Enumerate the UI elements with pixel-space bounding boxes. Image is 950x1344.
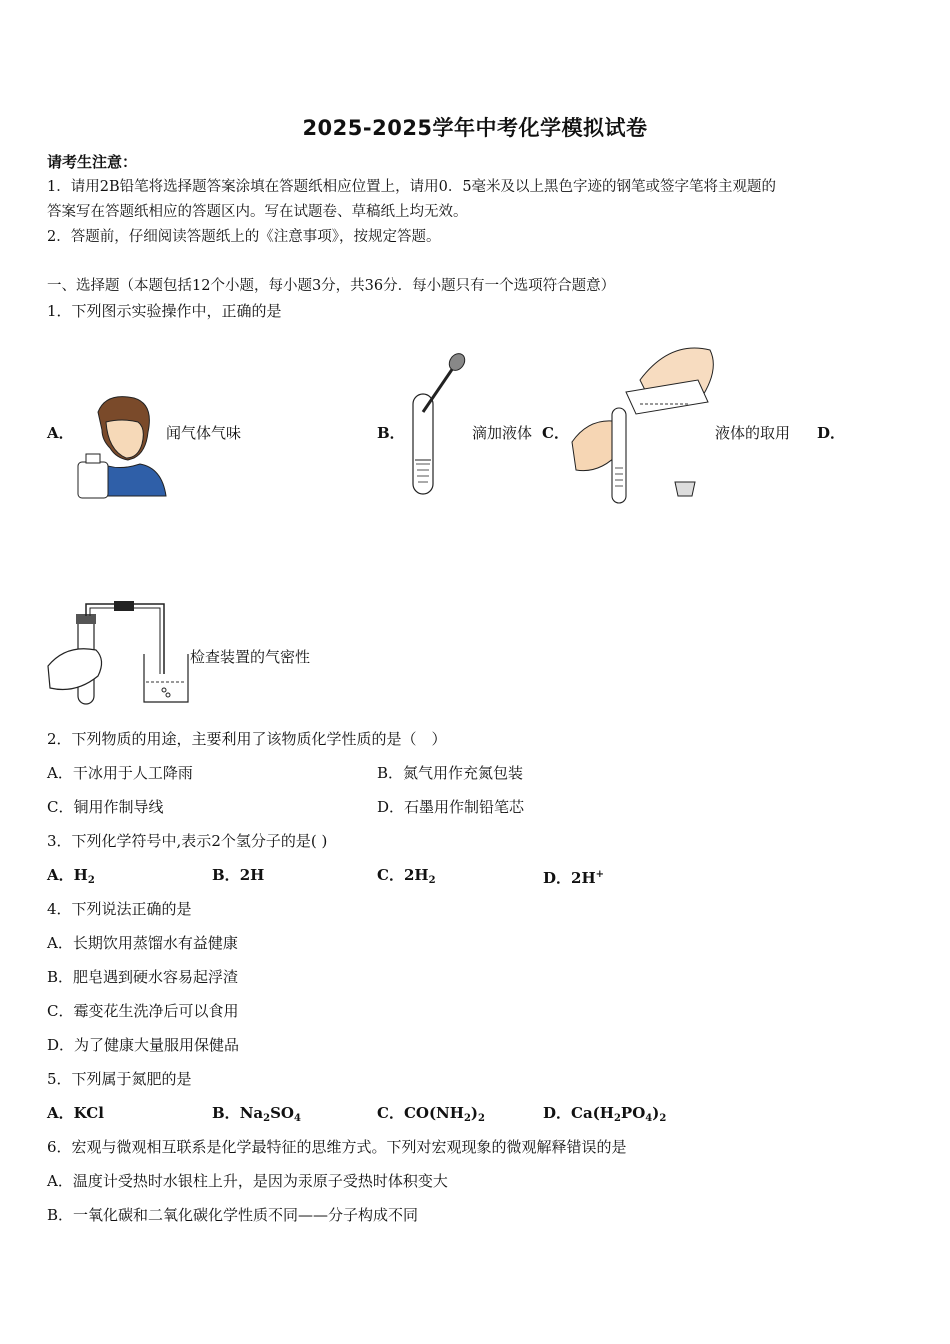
smelling-gas-illustration — [76, 392, 168, 502]
q1-option-a-letter: A． — [47, 424, 74, 442]
q4-option-c: C．霉变花生洗净后可以食用 — [47, 1002, 239, 1020]
q2-stem: 2．下列物质的用途，主要利用了该物质化学性质的是（ ） — [47, 730, 447, 748]
q1-option-d-letter: D． — [817, 424, 846, 442]
notice-item-2: 2．答题前，仔细阅读答题纸上的《注意事项》，按规定答题。 — [47, 229, 441, 245]
q2-option-a: A．干冰用于人工降雨 — [47, 764, 193, 782]
q6-option-b: B．一氧化碳和二氧化碳化学性质不同——分子构成不同 — [47, 1206, 419, 1224]
q1-option-b-letter: B． — [377, 424, 405, 442]
q2-option-b: B．氮气用作充氮包装 — [377, 764, 524, 782]
q3-stem: 3．下列化学符号中,表示2个氢分子的是( ) — [47, 832, 328, 850]
q1-option-c-text: 液体的取用 — [715, 424, 791, 442]
q2-option-c: C．铜用作制导线 — [47, 798, 164, 816]
page-title: 2025-2025学年中考化学模拟试卷 — [302, 116, 648, 140]
q5-option-a: A．KCl — [47, 1104, 104, 1122]
q4-stem: 4．下列说法正确的是 — [47, 900, 192, 918]
q1-option-d-text: 检查装置的气密性 — [190, 648, 311, 666]
q1-stem: 1．下列图示实验操作中，正确的是 — [47, 302, 282, 320]
q3-option-c: C．$2H_2$ — [377, 866, 436, 886]
notice-heading: 请考生注意： — [47, 153, 138, 171]
q5-option-c: C．$CO(NH_2)_2$ — [377, 1104, 485, 1124]
pouring-liquid-illustration — [570, 340, 720, 505]
q4-option-d: D．为了健康大量服用保健品 — [47, 1036, 240, 1054]
q6-stem: 6．宏观与微观相互联系是化学最特征的思维方式。下列对宏观现象的微观解释错误的是 — [47, 1138, 627, 1156]
q6-option-a: A．温度计受热时水银柱上升，是因为汞原子受热时体积变大 — [47, 1172, 448, 1190]
q5-option-b: B．$Na_2SO_4$ — [212, 1104, 301, 1124]
notice-item-1-line-2: 答案写在答题纸相应的答题区内。写在试题卷、草稿纸上均无效。 — [47, 204, 468, 220]
q3-option-d: D．2H+ — [543, 869, 605, 887]
q4-option-b: B．肥皂遇到硬水容易起浮渣 — [47, 968, 239, 986]
q4-option-a: A．长期饮用蒸馏水有益健康 — [47, 934, 238, 952]
q1-option-b-text: 滴加液体 — [472, 424, 533, 442]
q1-option-a-text: 闻气体气味 — [166, 424, 242, 442]
airtightness-check-illustration — [46, 598, 196, 710]
dropper-illustration — [405, 350, 475, 498]
section-heading: 一、选择题（本题包括12个小题，每小题3分，共36分．每小题只有一个选项符合题意） — [47, 278, 616, 294]
q2-option-d: D．石墨用作制铅笔芯 — [377, 798, 525, 816]
notice-item-1-line-1: 1．请用2B铅笔将选择题答案涂填在答题纸相应位置上，请用0．5毫米及以上黑色字迹的钢笔或签字笔将主观题的 — [47, 179, 777, 195]
q5-stem: 5．下列属于氮肥的是 — [47, 1070, 192, 1088]
q3-option-a: A．$H_2$ — [47, 866, 95, 886]
q5-option-d: D．$Ca(H_2PO_4)_2$ — [543, 1104, 667, 1124]
q1-option-c-letter: C． — [542, 424, 569, 442]
q3-option-b: B．2H — [212, 866, 265, 884]
